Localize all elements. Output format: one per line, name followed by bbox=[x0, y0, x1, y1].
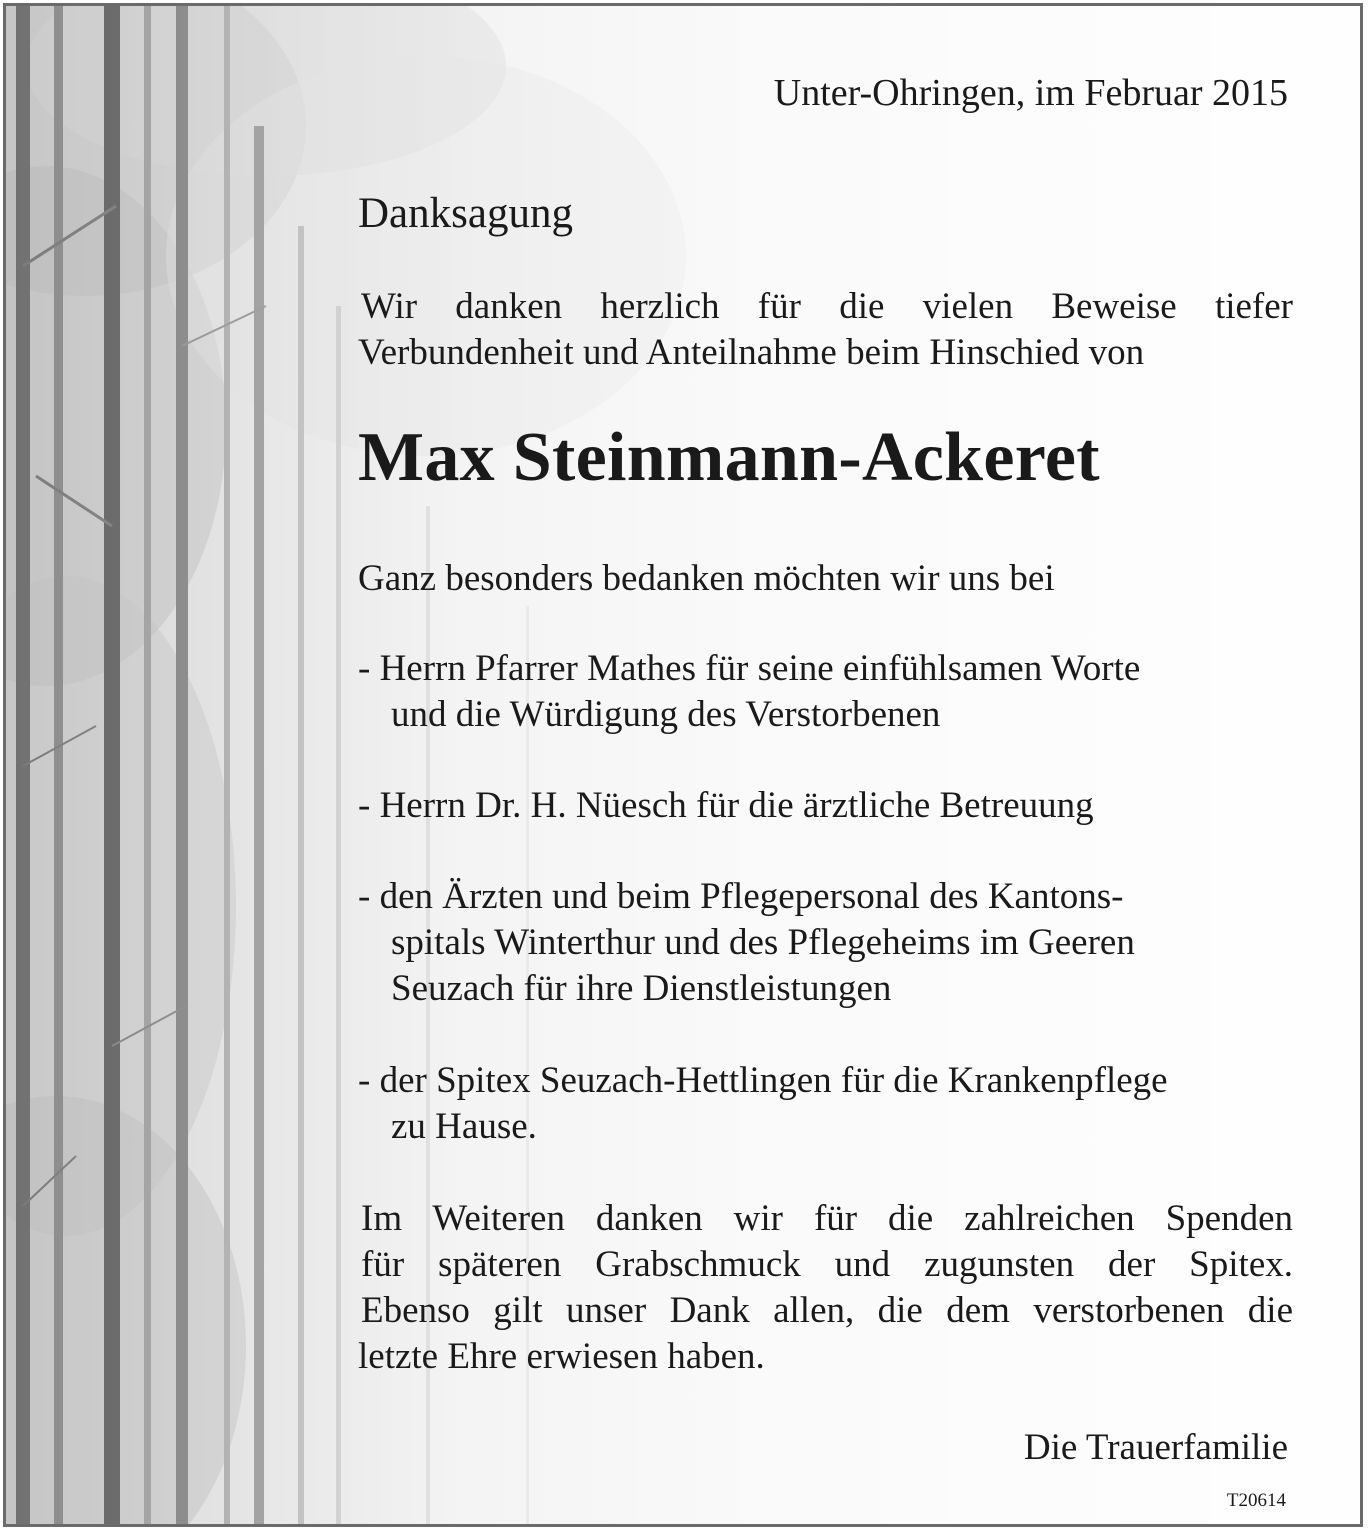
signature: Die Trauerfamilie bbox=[1023, 1427, 1288, 1468]
thanks-item-3-line-3: Seuzach für ihre Dienstleistungen bbox=[391, 968, 892, 1009]
deceased-name: Max Steinmann-Ackeret bbox=[358, 419, 1100, 496]
thanks-item-1-line-1: - Herrn Pfarrer Mathes für seine einfühlsamen Worte bbox=[358, 648, 1141, 689]
ad-code: T20614 bbox=[1226, 1490, 1286, 1511]
closing-line-2: für späteren Grabschmuck und zugunsten der Spitex. bbox=[361, 1244, 1293, 1285]
thanks-item-4-line-1: - der Spitex Seuzach-Hettlingen für die Krankenpflege bbox=[358, 1060, 1168, 1101]
thanks-item-2-line-1: - Herrn Dr. H. Nüesch für die ärztliche Betreuung bbox=[358, 785, 1094, 826]
intro-line-2: Verbundenheit und Anteilnahme beim Hinschied von bbox=[358, 332, 1145, 373]
thanks-item-3-line-2: spitals Winterthur und des Pflegeheims im Geeren bbox=[391, 922, 1135, 963]
thanks-item-1-line-2: und die Würdigung des Verstorbenen bbox=[391, 694, 941, 735]
intro-line-1: Wir danken herzlich für die vielen Beweise tiefer bbox=[361, 286, 1293, 327]
closing-line-3: Ebenso gilt unser Dank allen, die dem verstorbenen die bbox=[361, 1290, 1293, 1331]
thanks-item-3-line-1: - den Ärzten und beim Pflegepersonal des Kantons- bbox=[358, 876, 1124, 917]
date-line: Unter-Ohringen, im Februar 2015 bbox=[773, 72, 1288, 114]
closing-line-1: Im Weiteren danken wir für die zahlreichen Spenden bbox=[361, 1198, 1293, 1239]
page-title: Danksagung bbox=[358, 190, 573, 237]
thanks-intro: Ganz besonders bedanken möchten wir uns bei bbox=[358, 558, 1055, 599]
thanks-item-4-line-2: zu Hause. bbox=[391, 1106, 537, 1147]
obituary-card bbox=[3, 3, 1363, 1527]
closing-line-4: letzte Ehre erwiesen haben. bbox=[358, 1336, 765, 1377]
